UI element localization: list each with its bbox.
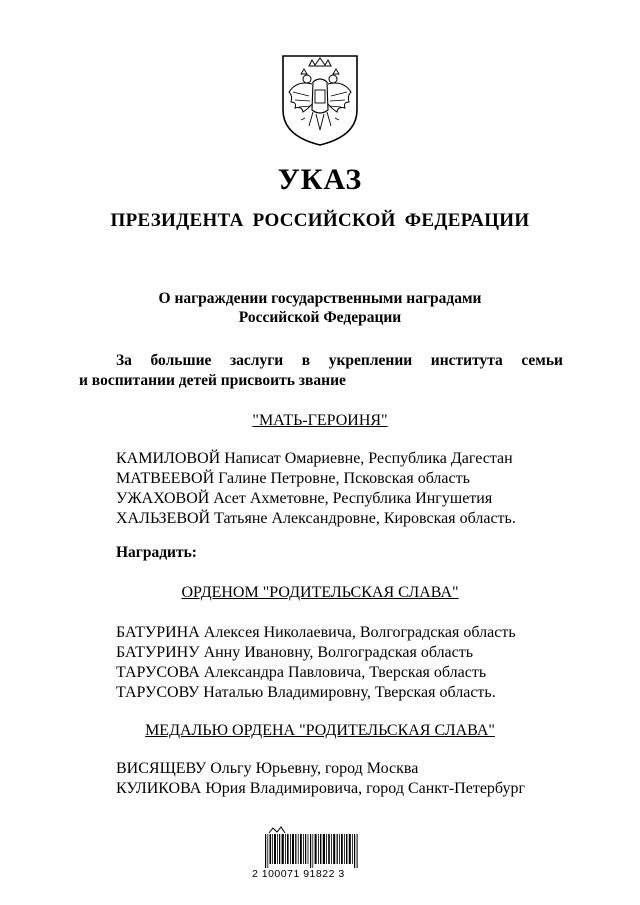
recipient-name: БАТУРИНУ Анну Ивановну, Волгоградская область [116, 644, 474, 661]
recipient-name: КУЛИКОВА Юрия Владимировича, город Санкт-Петербург [116, 780, 526, 797]
document-title: УКАЗ [277, 163, 363, 196]
document-subtitle: ПРЕЗИДЕНТА РОССИЙСКОЙ ФЕДЕРАЦИИ [110, 210, 530, 231]
recipient-name: БАТУРИНА Алексея Николаевича, Волгоградская область [116, 624, 516, 641]
preamble-line-2: и воспитании детей присвоить звание [79, 372, 346, 389]
barcode [265, 834, 359, 868]
subject-line-1: О награждении государственными наградами [158, 290, 482, 307]
award-label: Наградить: [116, 544, 197, 561]
recipient-name: ВИСЯЩЕВУ Ольгу Юрьевну, город Москва [116, 760, 419, 777]
recipient-name: УЖАХОВОЙ Асет Ахметовне, Республика Ингушетия [116, 490, 493, 507]
coat-of-arms-emblem [279, 52, 361, 148]
recipient-name: ТАРУСОВА Александра Павловича, Тверская область [116, 664, 487, 681]
printer-mark-icon [268, 826, 286, 834]
recipient-name: КАМИЛОВОЙ Написат Омариевне, Республика Дагестан [116, 450, 513, 467]
medal-heading: МЕДАЛЬЮ ОРДЕНА "РОДИТЕЛЬСКАЯ СЛАВА" [145, 722, 495, 739]
barcode-number: 2 100071 91822 3 [252, 868, 345, 880]
recipient-name: ТАРУСОВУ Наталью Владимировну, Тверская область. [116, 684, 496, 701]
recipient-name: ХАЛЬЗЕВОЙ Татьяне Александровне, Кировская область. [116, 510, 516, 527]
award-title-heading: "МАТЬ-ГЕРОИНЯ" [252, 412, 388, 429]
recipient-name: МАТВЕЕВОЙ Галине Петровне, Псковская область [116, 470, 470, 487]
subject-line-2: Российской Федерации [238, 309, 402, 326]
order-heading: ОРДЕНОМ "РОДИТЕЛЬСКАЯ СЛАВА" [181, 584, 459, 601]
preamble-line-1: За большие заслуги в укреплении института семьи [116, 352, 563, 369]
